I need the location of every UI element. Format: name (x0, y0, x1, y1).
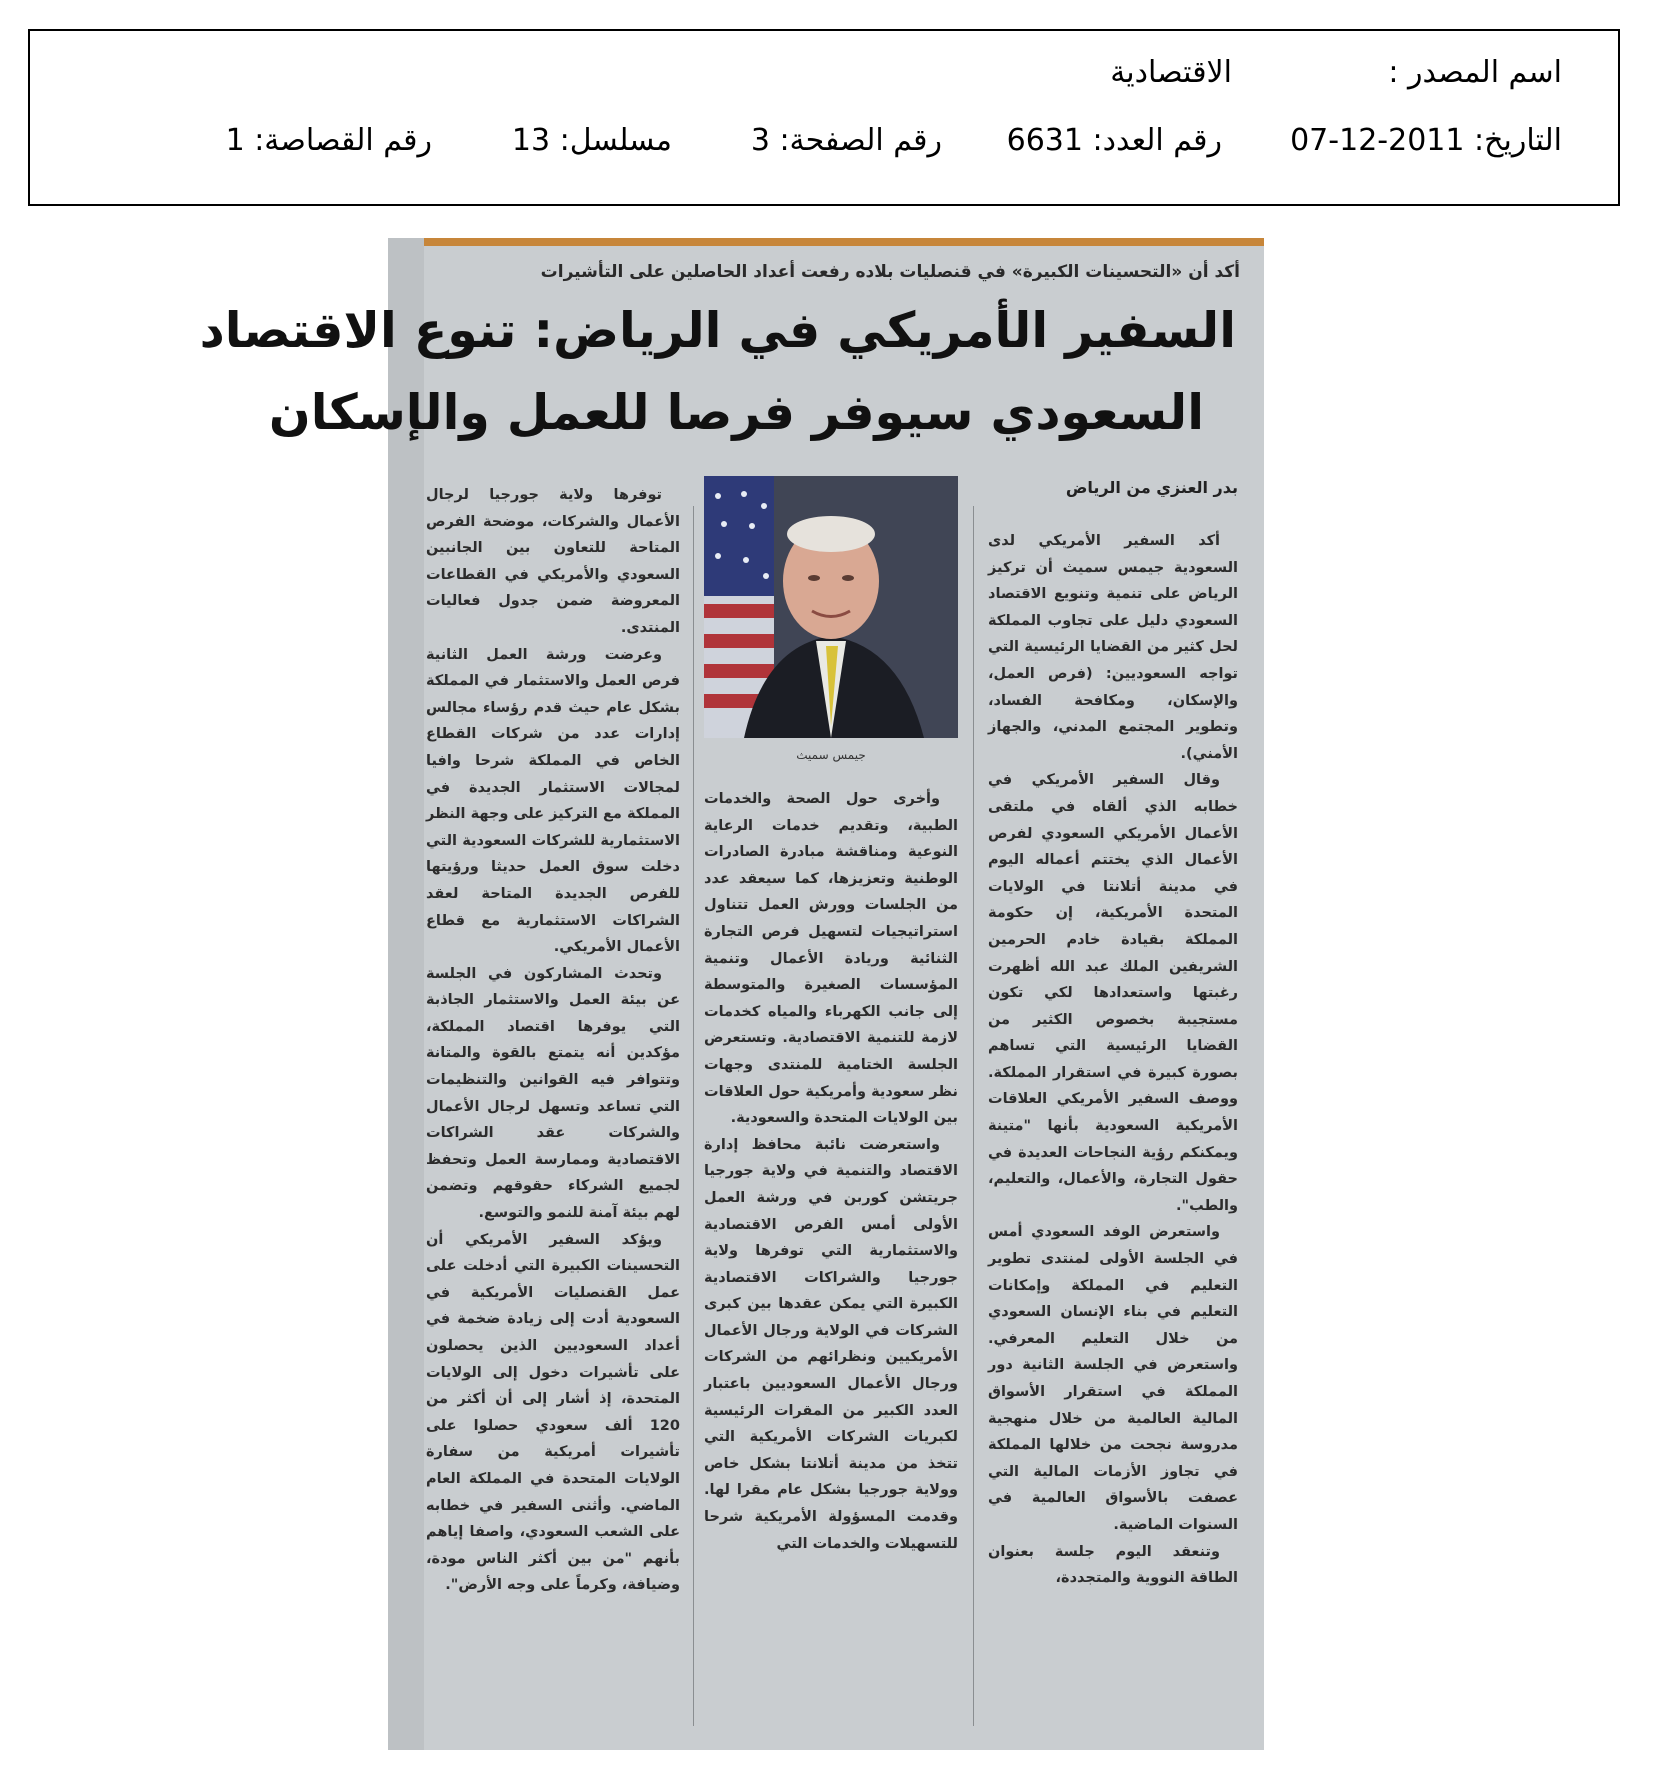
paragraph: ويؤكد السفير الأمريكي أن التحسينات الكبيرة التي أدخلت على عمل القنصليات الأمريكية في السعودية أدت إلى زيادة ضخمة في أعداد السعوديين الذين يحصلون على تأشيرات دخول إلى الولايات المتحدة، إذ أشار إلى أن أكثر من 120 ألف سعودي حصلوا على تأشيرات أمريكية من سفارة الولايات المتحدة في المملكة العام الماضي. وأثنى السفير في خطابه على الشعب السعودي، واصفا إياهم بأنهم "من بين أكثر الناس مودة، وضيافة، وكرماً على وجه الأرض". (426, 1231, 680, 1594)
clipping-top-bar (424, 238, 1264, 246)
paragraph: أكد السفير الأمريكي لدى السعودية جيمس سميث أن تركيز الرياض على تنمية وتنويع الاقتصاد السعودي دليل على تجاوب المملكة لحل كثير من القضايا الرئيسية التي تواجه السعوديين: (فرص العمل، والإسكان، ومكافحة الفساد، وتطوير المجتمع المدني، والجهاز الأمني). (988, 533, 1238, 762)
paragraph: وقال السفير الأمريكي في خطابه الذي ألقاه في ملتقى الأعمال الأمريكي السعودي لفرص الأعمال الذي يختتم أعماله اليوم في مدينة أتلانتا في الولايات المتحدة الأمريكية، إن حكومة المملكة بقيادة خادم الحرمين الشريفين الملك عبد الله أظهرت رغبتها واستعدادها لكي تكون مستجيبة بخصوص الكثير من القضايا الرئيسية التي تساهم بصورة كبيرة في استقرار المملكة. ووصف السفير الأمريكي العلاقات الأمريكية السعودية بأنها "متينة ويمكنكم رؤية النجاحات العديدة في حقول التجارة، والأعمال، والتعليم، والطب". (988, 772, 1238, 1214)
serial-field: مسلسل: 13 (511, 123, 672, 158)
article-column-middle (704, 786, 958, 1738)
issue-number-field: رقم العدد: 6631 (1006, 123, 1222, 158)
clip-number-field: رقم القصاصة: 1 (225, 123, 432, 158)
page-number-field: رقم الصفحة: 3 (750, 123, 942, 158)
paragraph: واستعرض الوفد السعودي أمس في الجلسة الأولى لمنتدى تطوير التعليم في المملكة وإمكانات التعليم في بناء الإنسان السعودي من خلال التعليم المعرفي. واستعرض في الجلسة الثانية دور المملكة في استقرار الأسواق المالية العالمية من خلال منهجية مدروسة نجحت من خلالها المملكة في تجاوز الأزمات المالية التي عصفت بالأسواق العالمية في السنوات الماضية. (988, 1224, 1238, 1533)
paragraph: توفرها ولاية جورجيا لرجال الأعمال والشركات، موضحة الفرص المتاحة للتعاون بين الجانبين السعودي والأمريكي في القطاعات المعروضة ضمن جدول فعاليات المنتدى. (426, 487, 680, 636)
article-byline: بدر العنزي من الرياض (1065, 478, 1238, 497)
photo-caption: جيمس سميث (796, 748, 866, 762)
column-divider-right (973, 506, 974, 1726)
headline-line-1: السفير الأمريكي في الرياض: تنوع الاقتصاد (199, 302, 1236, 359)
clipping-shadow-edge (388, 238, 424, 1750)
article-kicker: أكد أن «التحسينات الكبيرة» في قنصليات بلاده رفعت أعداد الحاصلين على التأشيرات (540, 262, 1240, 282)
source-value: الاقتصادية (1110, 55, 1232, 90)
paragraph: وتنعقد اليوم جلسة بعنوان الطاقة النووية والمتجددة، (988, 1543, 1238, 1587)
clipping-metadata-box (28, 29, 1620, 206)
date-field: التاريخ: 2011-12-07 (1290, 123, 1562, 158)
article-column-left (426, 482, 680, 1738)
column-divider-left (693, 506, 694, 1726)
headline-line-2: السعودي سيوفر فرصا للعمل والإسكان (268, 384, 1204, 441)
source-label: اسم المصدر : (1388, 55, 1562, 90)
article-column-right (988, 528, 1238, 1738)
ambassador-photo (704, 476, 958, 738)
paragraph: وعرضت ورشة العمل الثانية فرص العمل والاستثمار في المملكة بشكل عام حيث قدم رؤساء مجالس إدارات عدد من شركات القطاع الخاص في المملكة شرحا وافيا لمجالات الاستثمار الجديدة في المملكة مع التركيز على وجهة النظر الاستثمارية للشركات السعودية التي دخلت سوق العمل حديثا ورؤيتها للفرص الجديدة المتاحة لعقد الشراكات الاستثمارية مع قطاع الأعمال الأمريكي. (426, 646, 680, 956)
paragraph: وتحدث المشاركون في الجلسة عن بيئة العمل والاستثمار الجاذبة التي يوفرها اقتصاد المملكة، مؤكدين أنه يتمتع بالقوة والمتانة وتتوافر فيه القوانين والتنظيمات التي تساعد وتسهل لرجال الأعمال والشركات عقد الشراكات الاقتصادية وممارسة العمل وتحفظ لجميع الشركاء حقوقهم وتضمن لهم بيئة آمنة للنمو والتوسع. (426, 965, 680, 1222)
paragraph: واستعرضت نائبة محافظ إدارة الاقتصاد والتنمية في ولاية جورجيا جريتشن كوربن في ورشة العمل الأولى أمس الفرص الاقتصادية والاستثمارية التي توفرها ولاية جورجيا والشراكات الاقتصادية الكبيرة التي يمكن عقدها بين كبرى الشركات في الولاية ورجال الأعمال الأمريكيين ونظرائهم من الشركات ورجال الأعمال السعوديين باعتبار العدد الكبير من المقرات الرئيسية لكبريات الشركات الأمريكية التي تتخذ من مدينة أتلانتا بشكل خاص وولاية جورجيا بشكل عام مقرا لها. وقدمت المسؤولة الأمريكية شرحا للتسهيلات والخدمات التي (704, 1136, 958, 1552)
newspaper-clipping (199, 238, 1264, 1750)
portrait-illustration (704, 476, 958, 738)
paragraph: وأخرى حول الصحة والخدمات الطبية، وتقديم خدمات الرعاية النوعية ومناقشة مبادرة الصادرات الوطنية وتعزيزها، كما سيعقد عدد من الجلسات وورش العمل تتناول استراتيجيات لتسهيل فرص التجارة الثنائية وريادة الأعمال وتنمية المؤسسات الصغيرة والمتوسطة إلى جانب الكهرباء والمياه كخدمات لازمة للتنمية الاقتصادية. وتستعرض الجلسة الختامية للمنتدى وجهات نظر سعودية وأمريكية حول العلاقات بين الولايات المتحدة والسعودية. (704, 791, 958, 1127)
